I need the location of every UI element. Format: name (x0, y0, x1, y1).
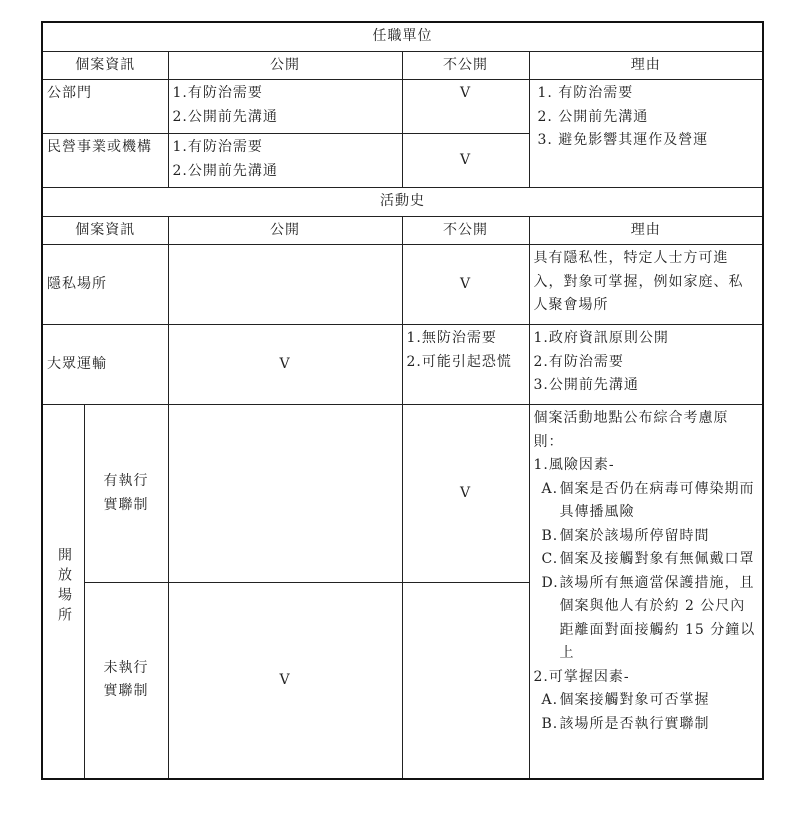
header-private: 不公開 (402, 51, 529, 80)
row-info-public-transport: 大眾運輸 (42, 325, 168, 405)
item-label: A. (541, 480, 559, 497)
factor1-item-b (534, 525, 759, 549)
factor2-title: 2.可掌握因素- (533, 668, 630, 685)
reasons-cell-open-places (529, 405, 763, 779)
disclosure-table (41, 21, 764, 780)
item-text: 個案於該場所停留時間 (559, 527, 710, 544)
table-row (42, 245, 763, 325)
header-case-info: 個案資訊 (42, 216, 168, 245)
open-places-label (42, 405, 84, 779)
reason-item: 1.政府資訊原則公開 (533, 330, 669, 346)
reasons-cell-transport (529, 325, 763, 405)
header-public: 公開 (168, 216, 402, 245)
factor1-title: 1.風險因素- (533, 457, 615, 473)
row-info-private-place: 隱私場所 (42, 245, 168, 325)
row-public-cell (168, 80, 402, 134)
item-label: B. (541, 715, 559, 732)
factor1-item-c (534, 548, 759, 572)
sub-without-registration: 未執行實聯制 (84, 583, 168, 779)
row-private-mark: V (402, 80, 529, 134)
row-public-mark: V (168, 325, 402, 405)
header-private: 不公開 (402, 216, 529, 245)
public-item: 1.有防治需要 (172, 139, 263, 155)
section-title-employment: 任職單位 (42, 22, 763, 51)
row-public-cell (168, 134, 402, 188)
item-label: C. (541, 551, 559, 567)
private-item: 2.可能引起恐慌 (406, 353, 512, 370)
row-public-cell (168, 405, 402, 583)
reason-item: 1. 有防治需要 (537, 85, 634, 101)
row-info-private-enterprise: 民營事業或機構 (42, 134, 168, 188)
item-text: 該場所是否執行實聯制 (559, 715, 710, 732)
sub-with-registration: 有執行實聯制 (84, 405, 168, 583)
row-private-mark: V (402, 134, 529, 188)
factor1-item-d (534, 572, 759, 666)
public-item: 1.有防治需要 (172, 85, 263, 101)
open-places-text: 開放場所 (56, 547, 72, 627)
item-text: 該場所有無適當保護措施，且個案與他人有於約 2 公尺內距離面對面接觸約 15 分鐘以上 (559, 574, 756, 661)
reason-item: 2. 公開前先溝通 (537, 108, 649, 125)
item-text: 個案接觸對象可否掌握 (559, 692, 710, 708)
reason-private-place: 具有隱私性，特定人士方可進入，對象可掌握，例如家庭、私人聚會場所 (529, 245, 763, 325)
factor1-item-a (534, 478, 759, 525)
row-public-mark: V (168, 583, 402, 779)
table-row (42, 80, 763, 134)
factor2-item-b (534, 713, 759, 737)
item-label: D. (541, 574, 559, 591)
item-text: 個案及接觸對象有無佩戴口罩 (559, 551, 755, 567)
reason-item: 3. 避免影響其運作及營運 (537, 132, 709, 148)
table-row (42, 325, 763, 405)
row-private-cell (402, 583, 529, 779)
reason-item: 2.有防治需要 (533, 353, 624, 370)
reasons-cell-employment (529, 80, 763, 188)
item-label: B. (541, 527, 559, 544)
header-reason: 理由 (529, 51, 763, 80)
section-title-activity: 活動史 (42, 188, 763, 217)
row-public-cell (168, 245, 402, 325)
row-private-mark: V (402, 245, 529, 325)
header-case-info: 個案資訊 (42, 51, 168, 80)
public-item: 2.公開前先溝通 (172, 108, 278, 125)
reason-item: 3.公開前先溝通 (533, 377, 639, 393)
private-item: 1.無防治需要 (406, 330, 497, 346)
header-public: 公開 (168, 51, 402, 80)
row-info-public-sector: 公部門 (42, 80, 168, 134)
row-private-mark: V (402, 405, 529, 583)
reason-intro: 個案活動地點公布綜合考慮原則： (533, 410, 729, 450)
factor2-item-a (534, 689, 759, 713)
header-reason: 理由 (529, 216, 763, 245)
item-text: 個案是否仍在病毒可傳染期而具傳播風險 (559, 480, 755, 520)
table-row (42, 405, 763, 583)
public-item: 2.公開前先溝通 (172, 162, 278, 179)
item-label: A. (541, 692, 559, 708)
row-private-cell (402, 325, 529, 405)
